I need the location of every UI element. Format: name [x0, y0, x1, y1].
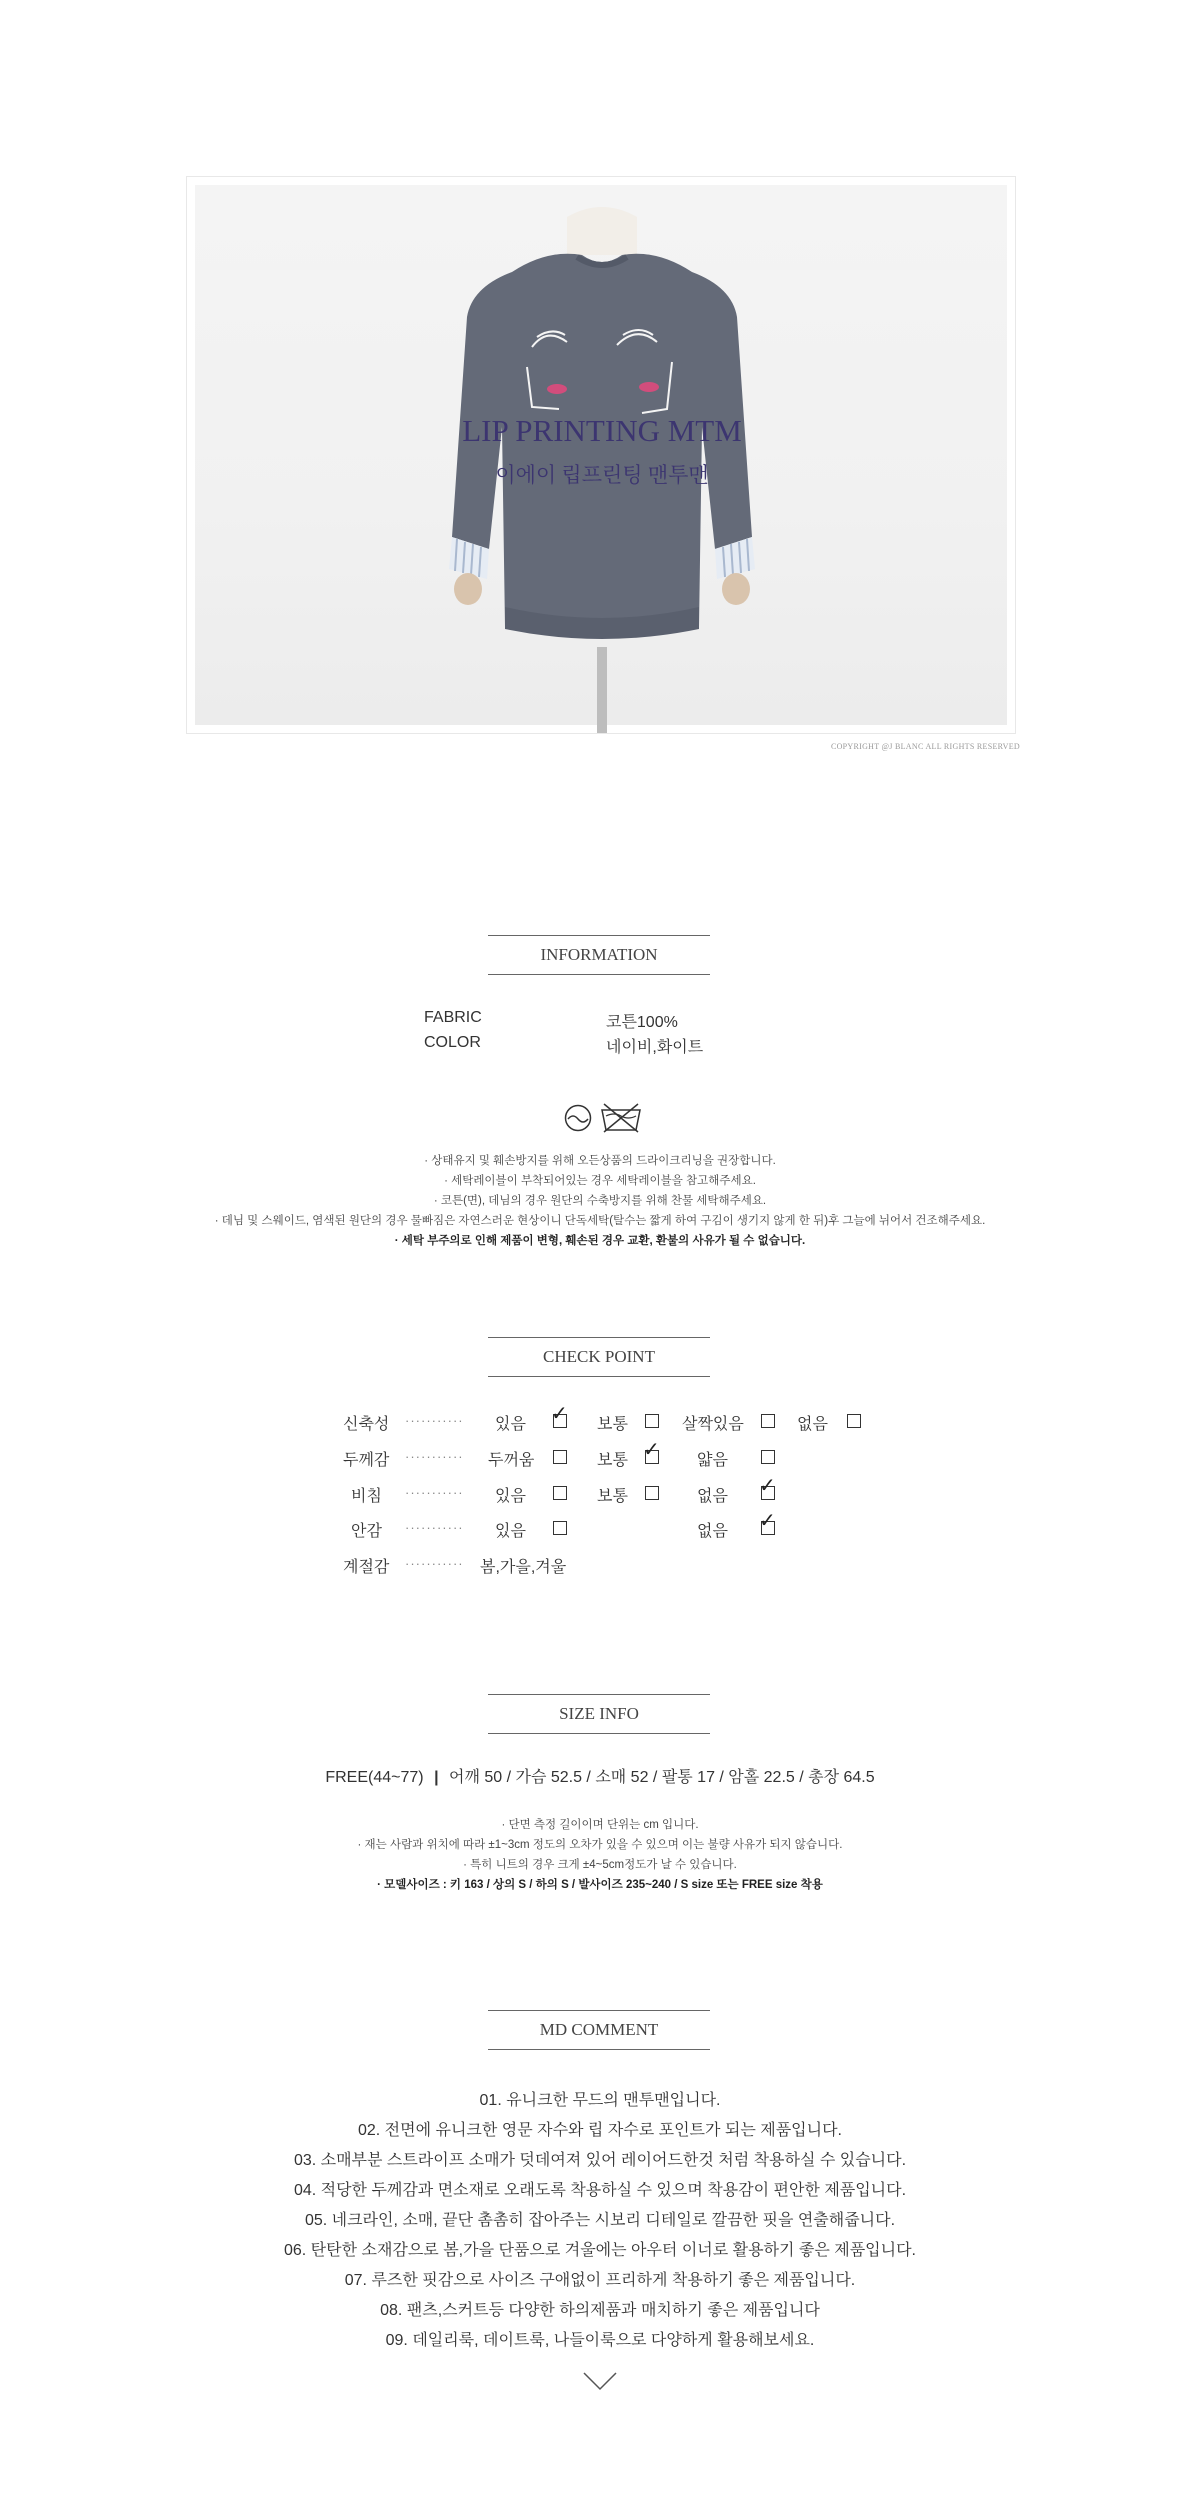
md-comment-line: 03. 소매부분 스트라이프 소매가 덧데여져 있어 레이어드한것 처럼 착용하실 수 있습니다. [293, 2152, 907, 2169]
color-value: 네이비,화이트 [606, 1039, 704, 1056]
md-comment-line: 02. 전면에 유니크한 영문 자수와 립 자수로 포인트가 되는 제품입니다. [357, 2122, 842, 2139]
option-label: 보통 [597, 1488, 628, 1505]
checkmark-icon: ✓ [551, 1403, 568, 1425]
care-note: · 상태유지 및 훼손방지를 위해 오든상품의 드라이크리닝을 권장합니다. [424, 1155, 776, 1167]
option-label: 있음 [495, 1523, 526, 1540]
care-note-warning: · 세탁 부주의로 인해 제품이 변형, 훼손된 경우 교환, 환불의 사유가 될 수 없습니다. [394, 1235, 806, 1247]
option-checkbox [645, 1486, 659, 1500]
option-label: 보통 [597, 1416, 628, 1433]
care-note: · 세탁레이블이 부착되어있는 경우 세탁레이블을 참고해주세요. [444, 1175, 756, 1187]
option-label: 없음 [697, 1488, 728, 1505]
checkpoint-label-lining: 안감 [351, 1523, 382, 1540]
size-measurements [150, 1764, 1050, 1787]
model-size-note: · 모델사이즈 : 키 163 / 상의 S / 하의 S / 발사이즈 235~240 / S size 또는 FREE size 착용 [377, 1879, 823, 1891]
option-checkbox [553, 1450, 567, 1464]
md-comment-line: 09. 데일리룩, 데이트룩, 나들이룩으로 다양하게 활용해보세요. [385, 2332, 815, 2349]
chevron-down-icon [582, 2370, 618, 2397]
size-note: · 단면 측정 길이이며 단위는 cm 입니다. [501, 1819, 699, 1831]
information-heading: INFORMATION [488, 935, 710, 975]
product-hero-image [186, 176, 1016, 734]
md-comment-heading: MD COMMENT [488, 2010, 710, 2050]
checkpoint-label-thickness: 두께감 [343, 1452, 390, 1469]
copyright-text: COPYRIGHT @J BLANC ALL RIGHTS RESERVED [830, 742, 1020, 751]
size-separator: | [434, 1769, 439, 1786]
md-comment-line: 04. 적당한 두께감과 면소재로 오래도록 착용하실 수 있으며 착용감이 편안한 제품입니다. [293, 2182, 907, 2199]
checkpoint-dots: ··········· [405, 1485, 464, 1500]
checkmark-icon: ✓ [759, 1475, 776, 1497]
checkmark-icon: ✓ [643, 1439, 660, 1461]
size-values: 어깨 50 / 가슴 52.5 / 소매 52 / 팔통 17 / 암홀 22.5 / 총장 64.5 [449, 1769, 875, 1786]
care-note: · 데님 및 스웨이드, 염색된 원단의 경우 물빠짐은 자연스러운 현상이니 단독세탁(탈수는 짧게 하여 구김이 생기지 않게 한 뒤)후 그늘에 뉘어서 건조해주세요. [214, 1215, 986, 1227]
md-comment-line: 06. 탄탄한 소재감으로 봄,가을 단품으로 겨울에는 아우터 이너로 활용하기 좋은 제품입니다. [283, 2242, 916, 2259]
checkpoint-dots: ··········· [405, 1449, 464, 1464]
option-label: 없음 [697, 1523, 728, 1540]
option-checkbox [553, 1521, 567, 1535]
checkpoint-dots: ··········· [405, 1520, 464, 1535]
option-label: 없음 [797, 1416, 828, 1433]
option-checkbox [847, 1414, 861, 1428]
season-value: 봄,가을,겨울 [480, 1559, 567, 1576]
option-checkbox [761, 1450, 775, 1464]
size-note: · 특히 니트의 경우 크게 ±4~5cm정도가 날 수 있습니다. [463, 1859, 737, 1871]
md-comment-line: 05. 네크라인, 소매, 끝단 촘촘히 잡아주는 시보리 디테일로 깔끔한 핏을 연출해줍니다. [304, 2212, 896, 2229]
md-comment-line: 08. 팬츠,스커트등 다양한 하의제품과 매치하기 좋은 제품입니다 [380, 2302, 820, 2319]
sweatshirt-illustration [187, 177, 1016, 734]
product-title: LIP PRINTING MTM [462, 413, 742, 448]
checkpoint-dots: ··········· [405, 1413, 464, 1428]
option-label: 얇음 [697, 1452, 728, 1469]
product-subtitle: 이에이 립프린팅 맨투맨 [495, 463, 709, 487]
md-comment-line: 07. 루즈한 핏감으로 사이즈 구애없이 프리하게 착용하기 좋은 제품입니다. [344, 2272, 856, 2289]
checkpoint-label-season: 계절감 [343, 1559, 390, 1576]
checkpoint-dots: ··········· [405, 1556, 464, 1571]
size-info-heading: SIZE INFO [488, 1694, 710, 1734]
fabric-label: FABRIC [424, 1009, 482, 1026]
size-note: · 재는 사람과 위치에 따라 ±1~3cm 정도의 오차가 있을 수 있으며 이는 불량 사유가 되지 않습니다. [357, 1839, 843, 1851]
option-label: 있음 [495, 1488, 526, 1505]
option-label: 살짝있음 [682, 1416, 744, 1433]
md-comment-line: 01. 유니크한 무드의 맨투맨입니다. [479, 2092, 721, 2109]
option-checkbox [645, 1414, 659, 1428]
hand-wash-icon [562, 1104, 594, 1137]
checkpoint-label-sheerness: 비침 [351, 1488, 382, 1505]
option-label: 보통 [597, 1452, 628, 1469]
care-note: · 코튼(면), 데님의 경우 원단의 수축방지를 위해 찬물 세탁해주세요. [433, 1195, 767, 1207]
no-bleach-icon [600, 1102, 642, 1139]
option-label: 두꺼움 [488, 1452, 535, 1469]
fabric-value: 코튼100% [606, 1014, 678, 1031]
color-label: COLOR [424, 1034, 481, 1051]
checkpoint-label-stretch: 신축성 [343, 1416, 390, 1433]
option-checkbox [553, 1486, 567, 1500]
option-label: 있음 [495, 1416, 526, 1433]
checkmark-icon: ✓ [759, 1510, 776, 1532]
size-name: FREE(44~77) [325, 1769, 424, 1786]
check-point-heading: CHECK POINT [488, 1337, 710, 1377]
option-checkbox [761, 1414, 775, 1428]
